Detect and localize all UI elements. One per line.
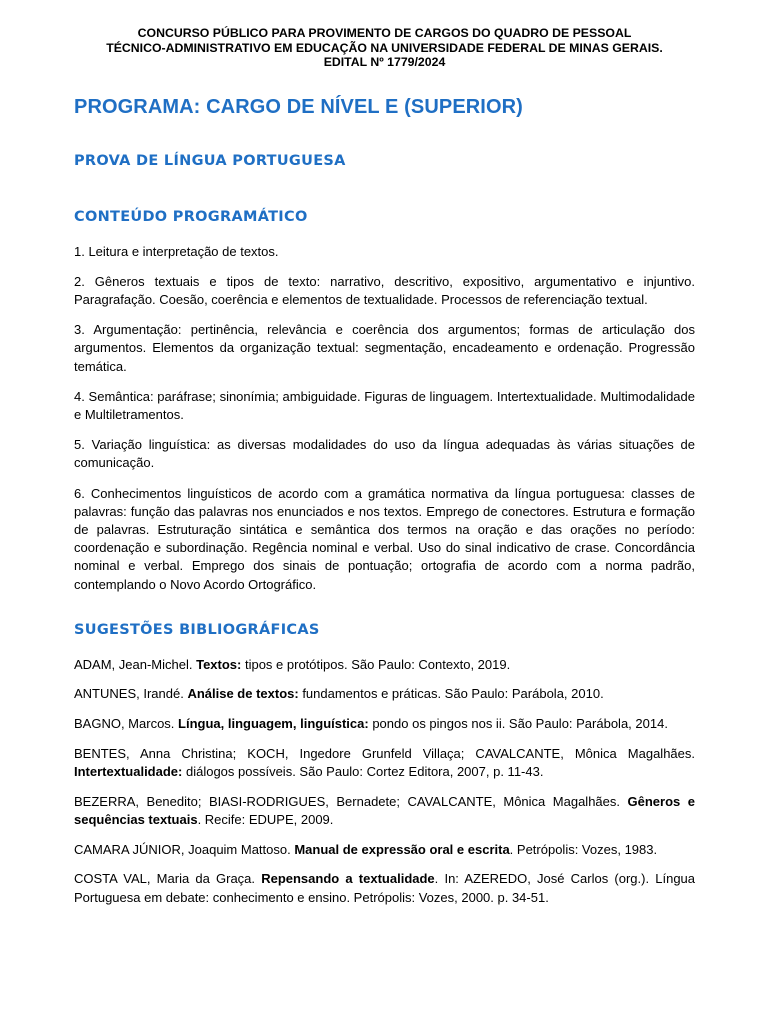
bibliography-entry bbox=[74, 870, 695, 906]
entry-author: BAGNO, Marcos. bbox=[74, 716, 179, 732]
content-heading: CONTEÚDO PROGRAMÁTICO bbox=[74, 208, 308, 225]
entry-title: Gêneros e sequências textuais bbox=[74, 793, 695, 827]
bibliography-entry bbox=[74, 841, 695, 859]
entry-author: ADAM, Jean-Michel. bbox=[74, 656, 197, 672]
entry-details: . In: AZEREDO, José Carlos (org.). Língua Portuguesa em debate: conhecimento e ensino. Petrópolis: Vozes, 2000. p. 34-51. bbox=[74, 871, 696, 905]
entry-title: Intertextualidade: bbox=[74, 764, 183, 780]
entry-details: . Petrópolis: Vozes, 1983. bbox=[509, 841, 658, 857]
entry-author: BENTES, Anna Christina; KOCH, Ingedore Grunfeld Villaça; CAVALCANTE, Mônica Magalhães. bbox=[74, 745, 695, 761]
exam-heading: PROVA DE LÍNGUA PORTUGUESA bbox=[74, 152, 346, 169]
content-item: 3. Argumentação: pertinência, relevância e coerência dos argumentos; formas de articulação dos argumentos. Elementos da organização textual: segmentação, encadeamento e ordenação. Progressão temática. bbox=[74, 322, 695, 374]
entry-details: diálogos possíveis. São Paulo: Cortez Editora, 2007, p. 11-43. bbox=[182, 764, 544, 780]
content-list bbox=[74, 243, 695, 594]
header-line-2: TÉCNICO-ADMINISTRATIVO EM EDUCAÇÃO NA UNIVERSIDADE FEDERAL DE MINAS GERAIS. bbox=[106, 40, 663, 55]
entry-author: COSTA VAL, Maria da Graça. bbox=[74, 871, 262, 887]
entry-author: BEZERRA, Benedito; BIASI-RODRIGUES, Bernadete; CAVALCANTE, Mônica Magalhães. bbox=[74, 793, 628, 809]
entry-title: Repensando a textualidade bbox=[261, 871, 435, 887]
content-item: 1. Leitura e interpretação de textos. bbox=[74, 243, 279, 259]
document-header bbox=[74, 0, 695, 70]
entry-title: Língua, linguagem, linguística: bbox=[178, 716, 369, 732]
content-item: 5. Variação linguística: as diversas modalidades do uso da língua adequadas às várias situações de comunicação. bbox=[74, 437, 695, 471]
entry-author: ANTUNES, Irandé. bbox=[74, 686, 188, 702]
content-item: 4. Semântica: paráfrase; sinonímia; ambiguidade. Figuras de linguagem. Intertextualidade. Multimodalidade e Multiletramentos. bbox=[74, 388, 695, 422]
entry-details: fundamentos e práticas. São Paulo: Parábola, 2010. bbox=[298, 686, 604, 702]
entry-title: Textos: bbox=[196, 656, 242, 672]
bibliography-heading: SUGESTÕES BIBLIOGRÁFICAS bbox=[74, 621, 320, 638]
entry-title: Manual de expressão oral e escrita bbox=[294, 841, 510, 857]
bibliography-entry bbox=[74, 715, 695, 733]
entry-author: CAMARA JÚNIOR, Joaquim Mattoso. bbox=[74, 841, 295, 857]
program-title: PROGRAMA: CARGO DE NÍVEL E (SUPERIOR) bbox=[74, 95, 523, 118]
header-line-1: CONCURSO PÚBLICO PARA PROVIMENTO DE CARGOS DO QUADRO DE PESSOAL bbox=[137, 26, 632, 40]
entry-details: tipos e protótipos. São Paulo: Contexto, 2019. bbox=[241, 656, 511, 672]
entry-title: Análise de textos: bbox=[187, 686, 299, 702]
bibliography-list bbox=[74, 656, 695, 907]
bibliography-entry bbox=[74, 685, 695, 703]
bibliography-entry bbox=[74, 745, 695, 781]
content-item: 2. Gêneros textuais e tipos de texto: narrativo, descritivo, expositivo, argumentativo e injuntivo. Paragrafação. Coesão, coerência e elementos de textualidade. Processos de referenciação textual. bbox=[74, 273, 695, 307]
content-item: 6. Conhecimentos linguísticos de acordo com a gramática normativa da língua portuguesa: classes de palavras: função das palavras nos enunciados e nos textos. Emprego de conectores. Estrutura e formação de palavras. Estruturação sintática e semântica dos termos na oração e das orações no período: coordenação e subordinação. Regência nominal e verbal. Uso do sinal indicativo de crase. Concordância nominal e verbal. Emprego dos sinais de pontuação; ortografia de acordo com a norma padrão, contemplando o Novo Acordo Ortográfico. bbox=[74, 485, 695, 592]
entry-details: . Recife: EDUPE, 2009. bbox=[197, 811, 334, 827]
header-line-3: EDITAL Nº 1779/2024 bbox=[323, 55, 446, 69]
bibliography-entry bbox=[74, 793, 695, 829]
bibliography-entry bbox=[74, 656, 695, 674]
entry-details: pondo os pingos nos ii. São Paulo: Parábola, 2014. bbox=[368, 716, 668, 732]
